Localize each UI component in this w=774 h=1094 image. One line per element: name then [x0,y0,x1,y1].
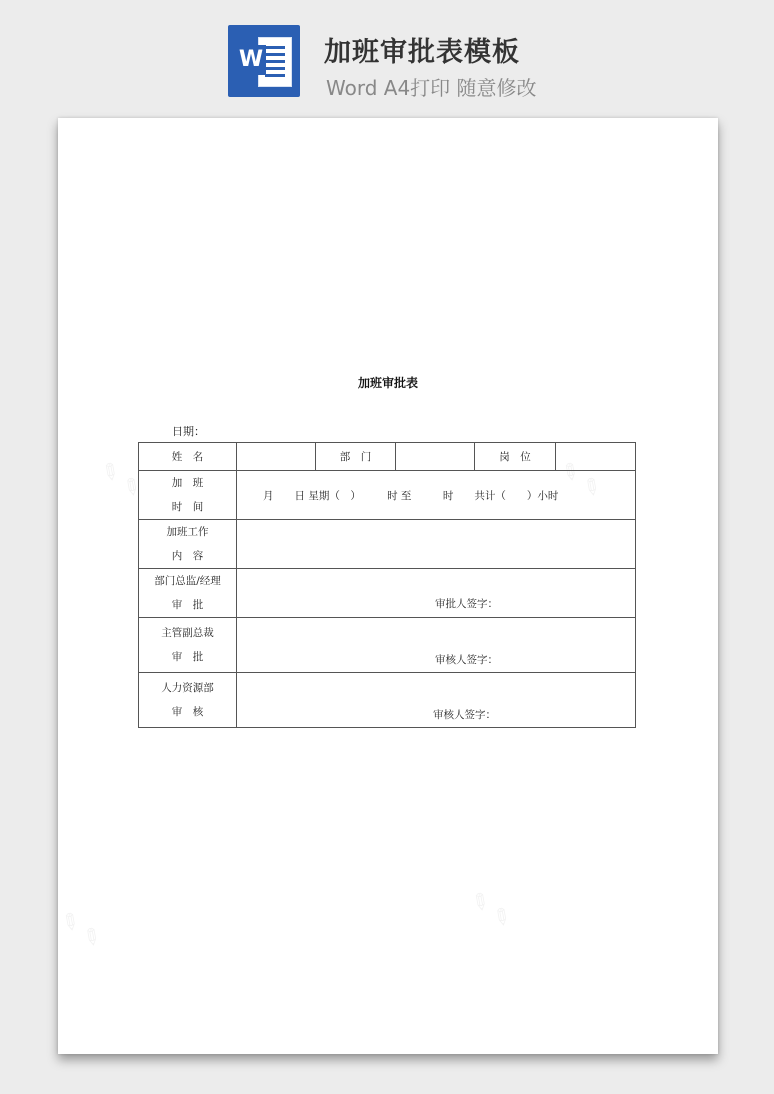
watermark: ✎ ✎ [54,907,106,954]
watermark: ✎ ✎ [94,457,146,504]
header [0,0,774,110]
position-field[interactable] [556,443,636,471]
dept-field[interactable] [396,443,475,471]
label-line: 加班工作 [166,526,209,538]
approver-signature-label: 审批人签字： [435,598,498,610]
label-line: 主管副总裁 [161,627,214,639]
label-line: 审 批 [171,651,204,663]
label-line: 时 间 [171,501,204,513]
vp-approval-label [139,618,237,673]
position-label: 岗 位 [475,443,556,471]
label-line: 审 批 [171,599,204,611]
label-line: 人力资源部 [161,682,214,694]
dept-head-approval-field[interactable] [237,569,636,618]
form-title: 加班审批表 [357,376,418,390]
page-title: 加班审批表模板 [324,37,520,68]
table-row [139,618,636,673]
label-line: 审 核 [171,706,204,718]
work-content-field[interactable] [237,520,636,569]
page-subtitle: Word A4打印 随意修改 [326,76,537,100]
hr-review-label [139,673,237,728]
vp-approval-field[interactable] [237,618,636,673]
approval-form-table [138,442,636,728]
overtime-time-field[interactable]: 月 日 星期（ ） 时 至 时 共计（ ）小时 [237,471,636,520]
table-row [139,443,636,471]
word-icon [228,25,300,97]
watermark: ✎ ✎ [554,457,606,504]
work-content-label [139,520,237,569]
label-line: 部门总监/经理 [154,575,221,587]
hr-review-field[interactable] [237,673,636,728]
watermark: ✎ ✎ [464,887,516,934]
label-line: 内 容 [171,550,204,562]
word-letter: W [236,45,266,75]
table-row [139,520,636,569]
dept-label: 部 门 [316,443,396,471]
reviewer-signature-label: 审核人签字： [433,709,496,721]
name-label: 姓 名 [139,443,237,471]
reviewer-signature-label: 审核人签字： [435,654,498,666]
table-row [139,569,636,618]
name-field[interactable] [237,443,316,471]
document-page [54,118,718,1054]
label-line: 加 班 [171,477,204,489]
table-row [139,471,636,520]
date-label: 日期： [172,425,205,438]
table-row [139,673,636,728]
dept-head-approval-label [139,569,237,618]
overtime-time-label [139,471,237,520]
